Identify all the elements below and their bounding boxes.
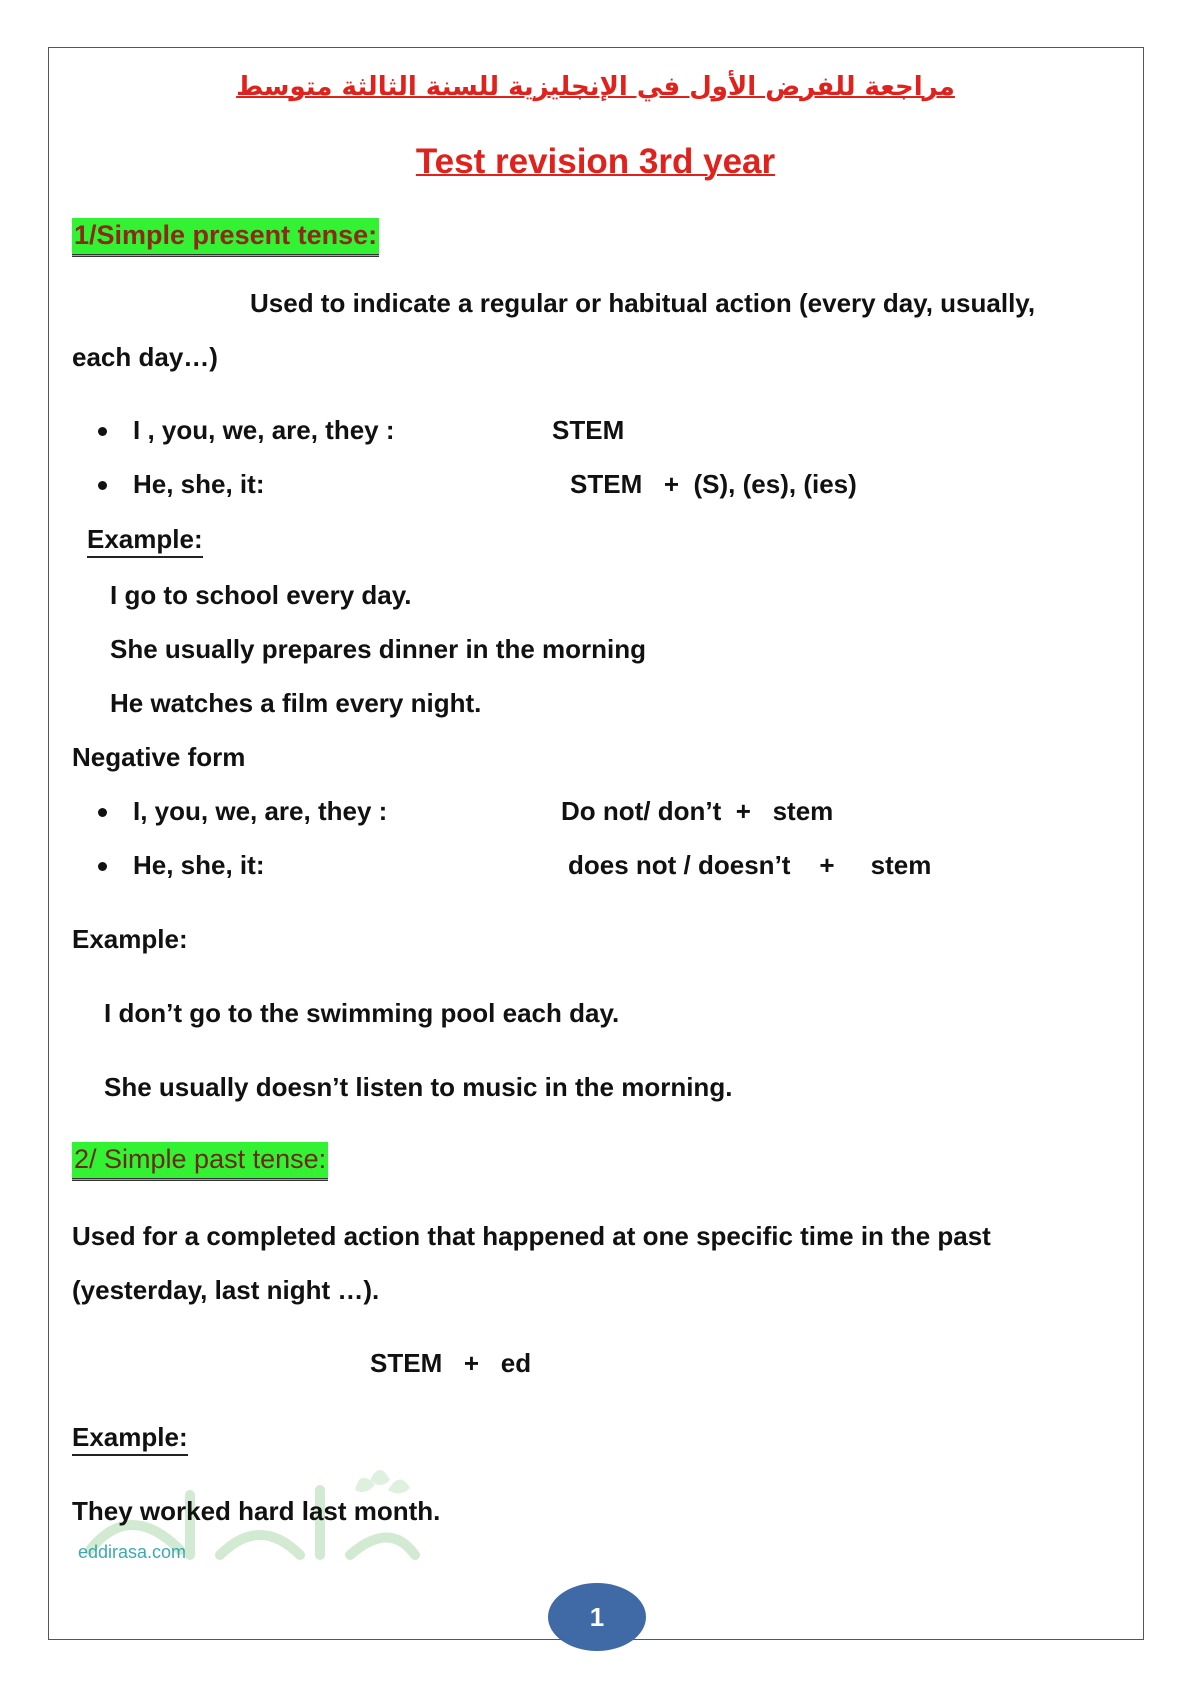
- example-sentence: I go to school every day.: [110, 580, 412, 610]
- negative-rule-subjects: He, she, it:: [133, 850, 265, 880]
- section-heading-simple-past: 2/ Simple past tense:: [72, 1142, 328, 1181]
- negative-rule-subjects: I, you, we, are, they :: [133, 796, 388, 826]
- example-sentence: They worked hard last month.: [72, 1496, 441, 1526]
- negative-example-label: Example:: [72, 924, 188, 954]
- bullet-icon: [98, 481, 107, 490]
- watermark-site: eddirasa.com: [78, 1542, 187, 1562]
- section-heading-simple-present: 1/Simple present tense:: [72, 218, 379, 257]
- negative-example-sentence: I don’t go to the swimming pool each day.: [104, 998, 620, 1028]
- definition-line-1: Used to indicate a regular or habitual action (every day, usually,: [250, 288, 1036, 318]
- page-number: 1: [548, 1583, 646, 1651]
- example-label: Example:: [87, 524, 203, 555]
- past-formula: STEM + ed: [370, 1348, 532, 1378]
- rule-formula: STEM: [552, 415, 625, 445]
- definition-line-2: (yesterday, last night …).: [72, 1275, 380, 1305]
- example-label: Example:: [72, 1422, 188, 1453]
- negative-rule-formula: Do not/ don’t + stem: [561, 796, 834, 826]
- negative-rule-formula: does not / doesn’t + stem: [568, 850, 932, 880]
- document-title: Test revision 3rd year: [415, 142, 776, 181]
- definition-line-1: Used for a completed action that happened at one specific time in the past: [72, 1221, 991, 1251]
- bullet-icon: [98, 427, 107, 436]
- definition-line-2: each day…): [72, 342, 218, 372]
- negative-form-label: Negative form: [72, 742, 246, 772]
- arabic-title: مراجعة للفرض الأول في الإنجليزية للسنة الثالثة متوسط: [236, 72, 955, 102]
- rule-formula: STEM + (S), (es), (ies): [570, 469, 857, 499]
- example-sentence: He watches a film every night.: [110, 688, 482, 718]
- rule-subjects: He, she, it:: [133, 469, 265, 499]
- rule-subjects: I , you, we, are, they :: [133, 415, 395, 445]
- page-border: [48, 47, 1144, 1640]
- bullet-icon: [98, 808, 107, 817]
- example-sentence: She usually prepares dinner in the morning: [110, 634, 646, 664]
- bullet-icon: [98, 862, 107, 871]
- negative-example-sentence: She usually doesn’t listen to music in the morning.: [104, 1072, 733, 1102]
